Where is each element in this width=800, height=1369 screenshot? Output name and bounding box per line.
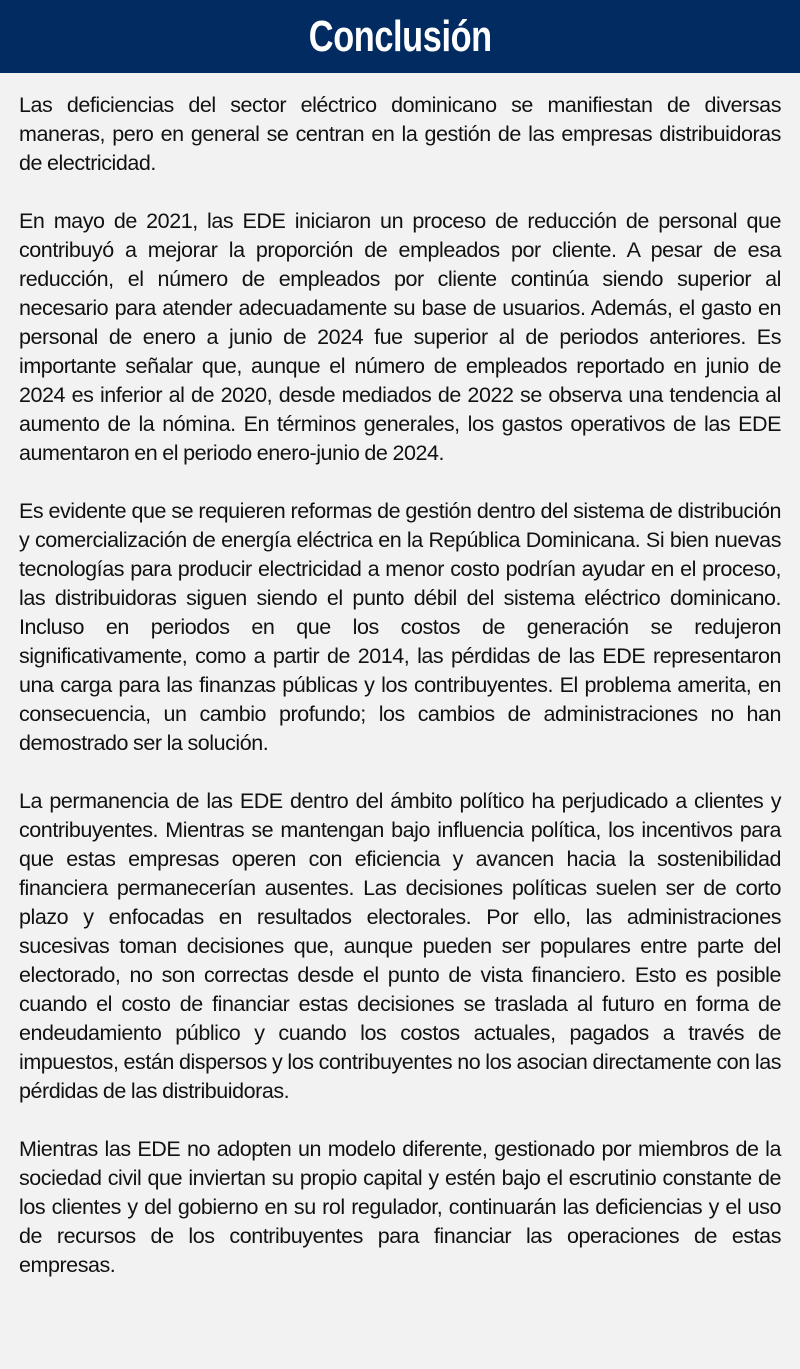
conclusion-body <box>0 73 800 1280</box>
paragraph-5: Mientras las EDE no adopten un modelo diferente, gestionado por miembros de la sociedad civil que inviertan su propio capital y estén bajo el escrutinio constante de los clientes y del gobierno en su rol regulador, continuarán las deficiencias y el uso de recursos de los contribuyentes para financiar las operaciones de estas empresas. <box>19 1137 781 1277</box>
paragraph-4: La permanencia de las EDE dentro del ámbito político ha perjudicado a clientes y contribuyentes. Mientras se mantengan bajo influencia política, los incentivos para que estas empresas operen con eficiencia y avancen hacia la sostenibilidad financiera permanecerían ausentes. Las decisiones políticas suelen ser de corto plazo y enfocadas en resultados electorales. Por ello, las administraciones sucesivas toman decisiones que, aunque pueden ser populares entre parte del electorado, no son correctas desde el punto de vista financiero. Esto es posible cuando el costo de financiar estas decisiones se traslada al futuro en forma de endeudamiento público y cuando los costos actuales, pagados a través de impuestos, están dispersos y los contribuyentes no los asocian directamente con las pérdidas de las distribuidoras. <box>19 789 781 1103</box>
paragraph-2: En mayo de 2021, las EDE iniciaron un proceso de reducción de personal que contribuyó a mejorar la proporción de empleados por cliente. A pesar de esa reducción, el número de empleados por cliente continúa siendo superior al necesario para atender adecuadamente su base de usuarios. Además, el gasto en personal de enero a junio de 2024 fue superior al de periodos anteriores. Es importante señalar que, aunque el número de empleados reportado en junio de 2024 es inferior al de 2020, desde mediados de 2022 se observa una tendencia al aumento de la nómina. En términos generales, los gastos operativos de las EDE aumentaron en el periodo enero-junio de 2024. <box>19 209 781 465</box>
page-title: Conclusión <box>308 11 492 61</box>
title-banner <box>0 0 800 73</box>
paragraph-1: Las deficiencias del sector eléctrico dominicano se manifiestan de diversas maneras, pero en general se centran en la gestión de las empresas distribuidoras de electricidad. <box>19 93 781 175</box>
paragraph-3: Es evidente que se requieren reformas de gestión dentro del sistema de distribución y comercialización de energía eléctrica en la República Dominicana. Si bien nuevas tecnologías para producir electricidad a menor costo podrían ayudar en el proceso, las distribuidoras siguen siendo el punto débil del sistema eléctrico dominicano. Incluso en periodos en que los costos de generación se redujeron significativamente, como a partir de 2014, las pérdidas de las EDE representaron una carga para las finanzas públicas y los contribuyentes. El problema amerita, en consecuencia, un cambio profundo; los cambios de administraciones no han demostrado ser la solución. <box>19 499 781 755</box>
